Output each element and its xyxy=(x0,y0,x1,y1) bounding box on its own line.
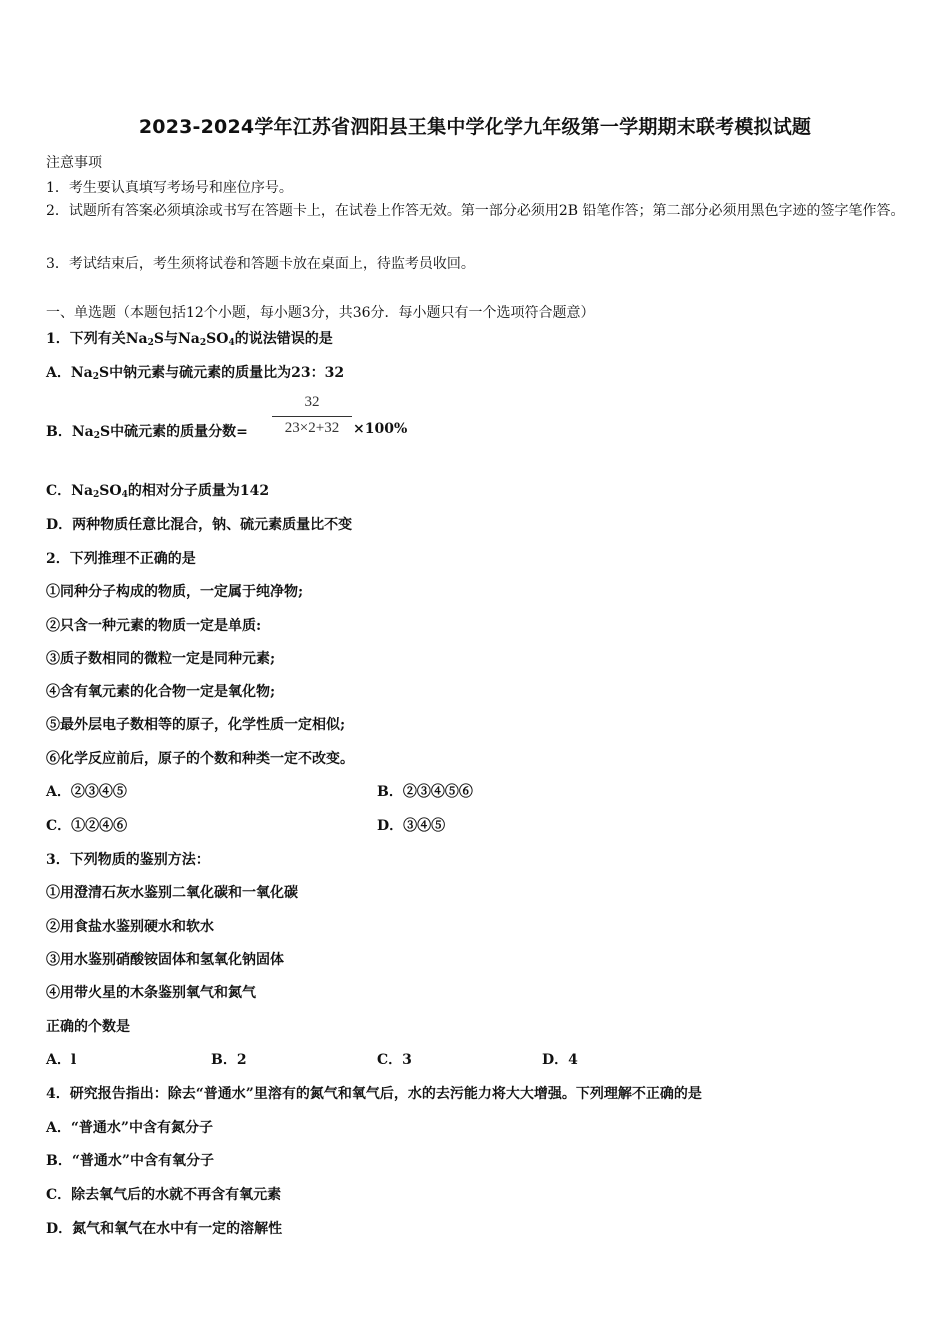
fraction-denominator: 23×2+32 xyxy=(284,420,340,436)
page-title: 2023-2024学年江苏省泗阳县王集中学化学九年级第一学期期末联考模拟试题 xyxy=(138,116,812,138)
q1-option-a: A．$Na_2S$中钠元素与硫元素的质量比为23：32 xyxy=(46,365,345,382)
q3-option-a: A．l xyxy=(46,1052,77,1068)
section-heading: 一、单选题（本题包括12个小题，每小题3分，共36分．每小题只有一个选项符合题意） xyxy=(46,305,595,321)
q2-item-4: ④含有氧元素的化合物一定是氧化物; xyxy=(46,684,276,700)
q2-stem: 2．下列推理不正确的是 xyxy=(46,551,196,567)
q2-item-3: ③质子数相同的微粒一定是同种元素; xyxy=(46,651,276,667)
q4-option-b: B．“普通水”中含有氧分子 xyxy=(46,1153,214,1169)
q3-item-4: ④用带火星的木条鉴别氧气和氮气 xyxy=(46,985,256,1001)
notice-item-1: 1．考生要认真填写考场号和座位序号。 xyxy=(46,180,293,196)
q1-option-b-tail: ×100% xyxy=(353,421,408,437)
q4-stem: 4．研究报告指出：除去“普通水”里溶有的氮气和氧气后，水的去污能力将大大增强。下列理解不正确的是 xyxy=(46,1086,702,1102)
q2-item-6: ⑥化学反应前后，原子的个数和种类一定不改变。 xyxy=(46,751,354,767)
q1-option-c: C．$Na_2SO_4$的相对分子质量为142 xyxy=(46,483,270,500)
q3-item-3: ③用水鉴别硝酸铵固体和氢氧化钠固体 xyxy=(46,952,284,968)
q1-option-b: B．$Na_2S$中硫元素的质量分数= xyxy=(46,424,248,441)
q2-option-d: D．③④⑤ xyxy=(377,818,446,834)
q3-item-1: ①用澄清石灰水鉴别二氧化碳和一氧化碳 xyxy=(46,885,298,901)
q4-option-a: A．“普通水”中含有氮分子 xyxy=(46,1120,213,1136)
q2-item-2: ②只含一种元素的物质一定是单质: xyxy=(46,618,262,634)
q3-option-c: C．3 xyxy=(377,1052,412,1068)
q3-option-b: B．2 xyxy=(211,1052,247,1068)
notice-item-3: 3．考试结束后，考生须将试卷和答题卡放在桌面上，待监考员收回。 xyxy=(46,256,475,272)
q2-item-5: ⑤最外层电子数相等的原子，化学性质一定相似; xyxy=(46,717,346,733)
q1-option-d: D．两种物质任意比混合，钠、硫元素质量比不变 xyxy=(46,517,353,533)
fraction-numerator: 32 xyxy=(304,394,320,410)
q3-stem: 3．下列物质的鉴别方法： xyxy=(46,852,210,868)
q4-option-c: C．除去氧气后的水就不再含有氧元素 xyxy=(46,1187,282,1203)
q2-option-b: B．②③④⑤⑥ xyxy=(377,784,473,800)
notice-heading: 注意事项 xyxy=(46,155,102,171)
q3-prompt: 正确的个数是 xyxy=(46,1019,130,1035)
notice-item-2: 2．试题所有答案必须填涂或书写在答题卡上，在试卷上作答无效。第一部分必须用2B 铅笔作答；第二部分必须用黑色字迹的签字笔作答。 xyxy=(46,203,905,219)
q2-option-a: A．②③④⑤ xyxy=(46,784,127,800)
q3-option-d: D．4 xyxy=(542,1052,578,1068)
q1-stem: 1．下列有关$Na_2S$与$Na_2SO_4$的说法错误的是 xyxy=(46,331,333,348)
q4-option-d: D．氮气和氧气在水中有一定的溶解性 xyxy=(46,1221,283,1237)
fraction-bar xyxy=(272,416,352,417)
q2-option-c: C．①②④⑥ xyxy=(46,818,128,834)
q3-item-2: ②用食盐水鉴别硬水和软水 xyxy=(46,919,214,935)
q1-option-b-fraction xyxy=(272,394,352,437)
q2-item-1: ①同种分子构成的物质，一定属于纯净物; xyxy=(46,584,304,600)
